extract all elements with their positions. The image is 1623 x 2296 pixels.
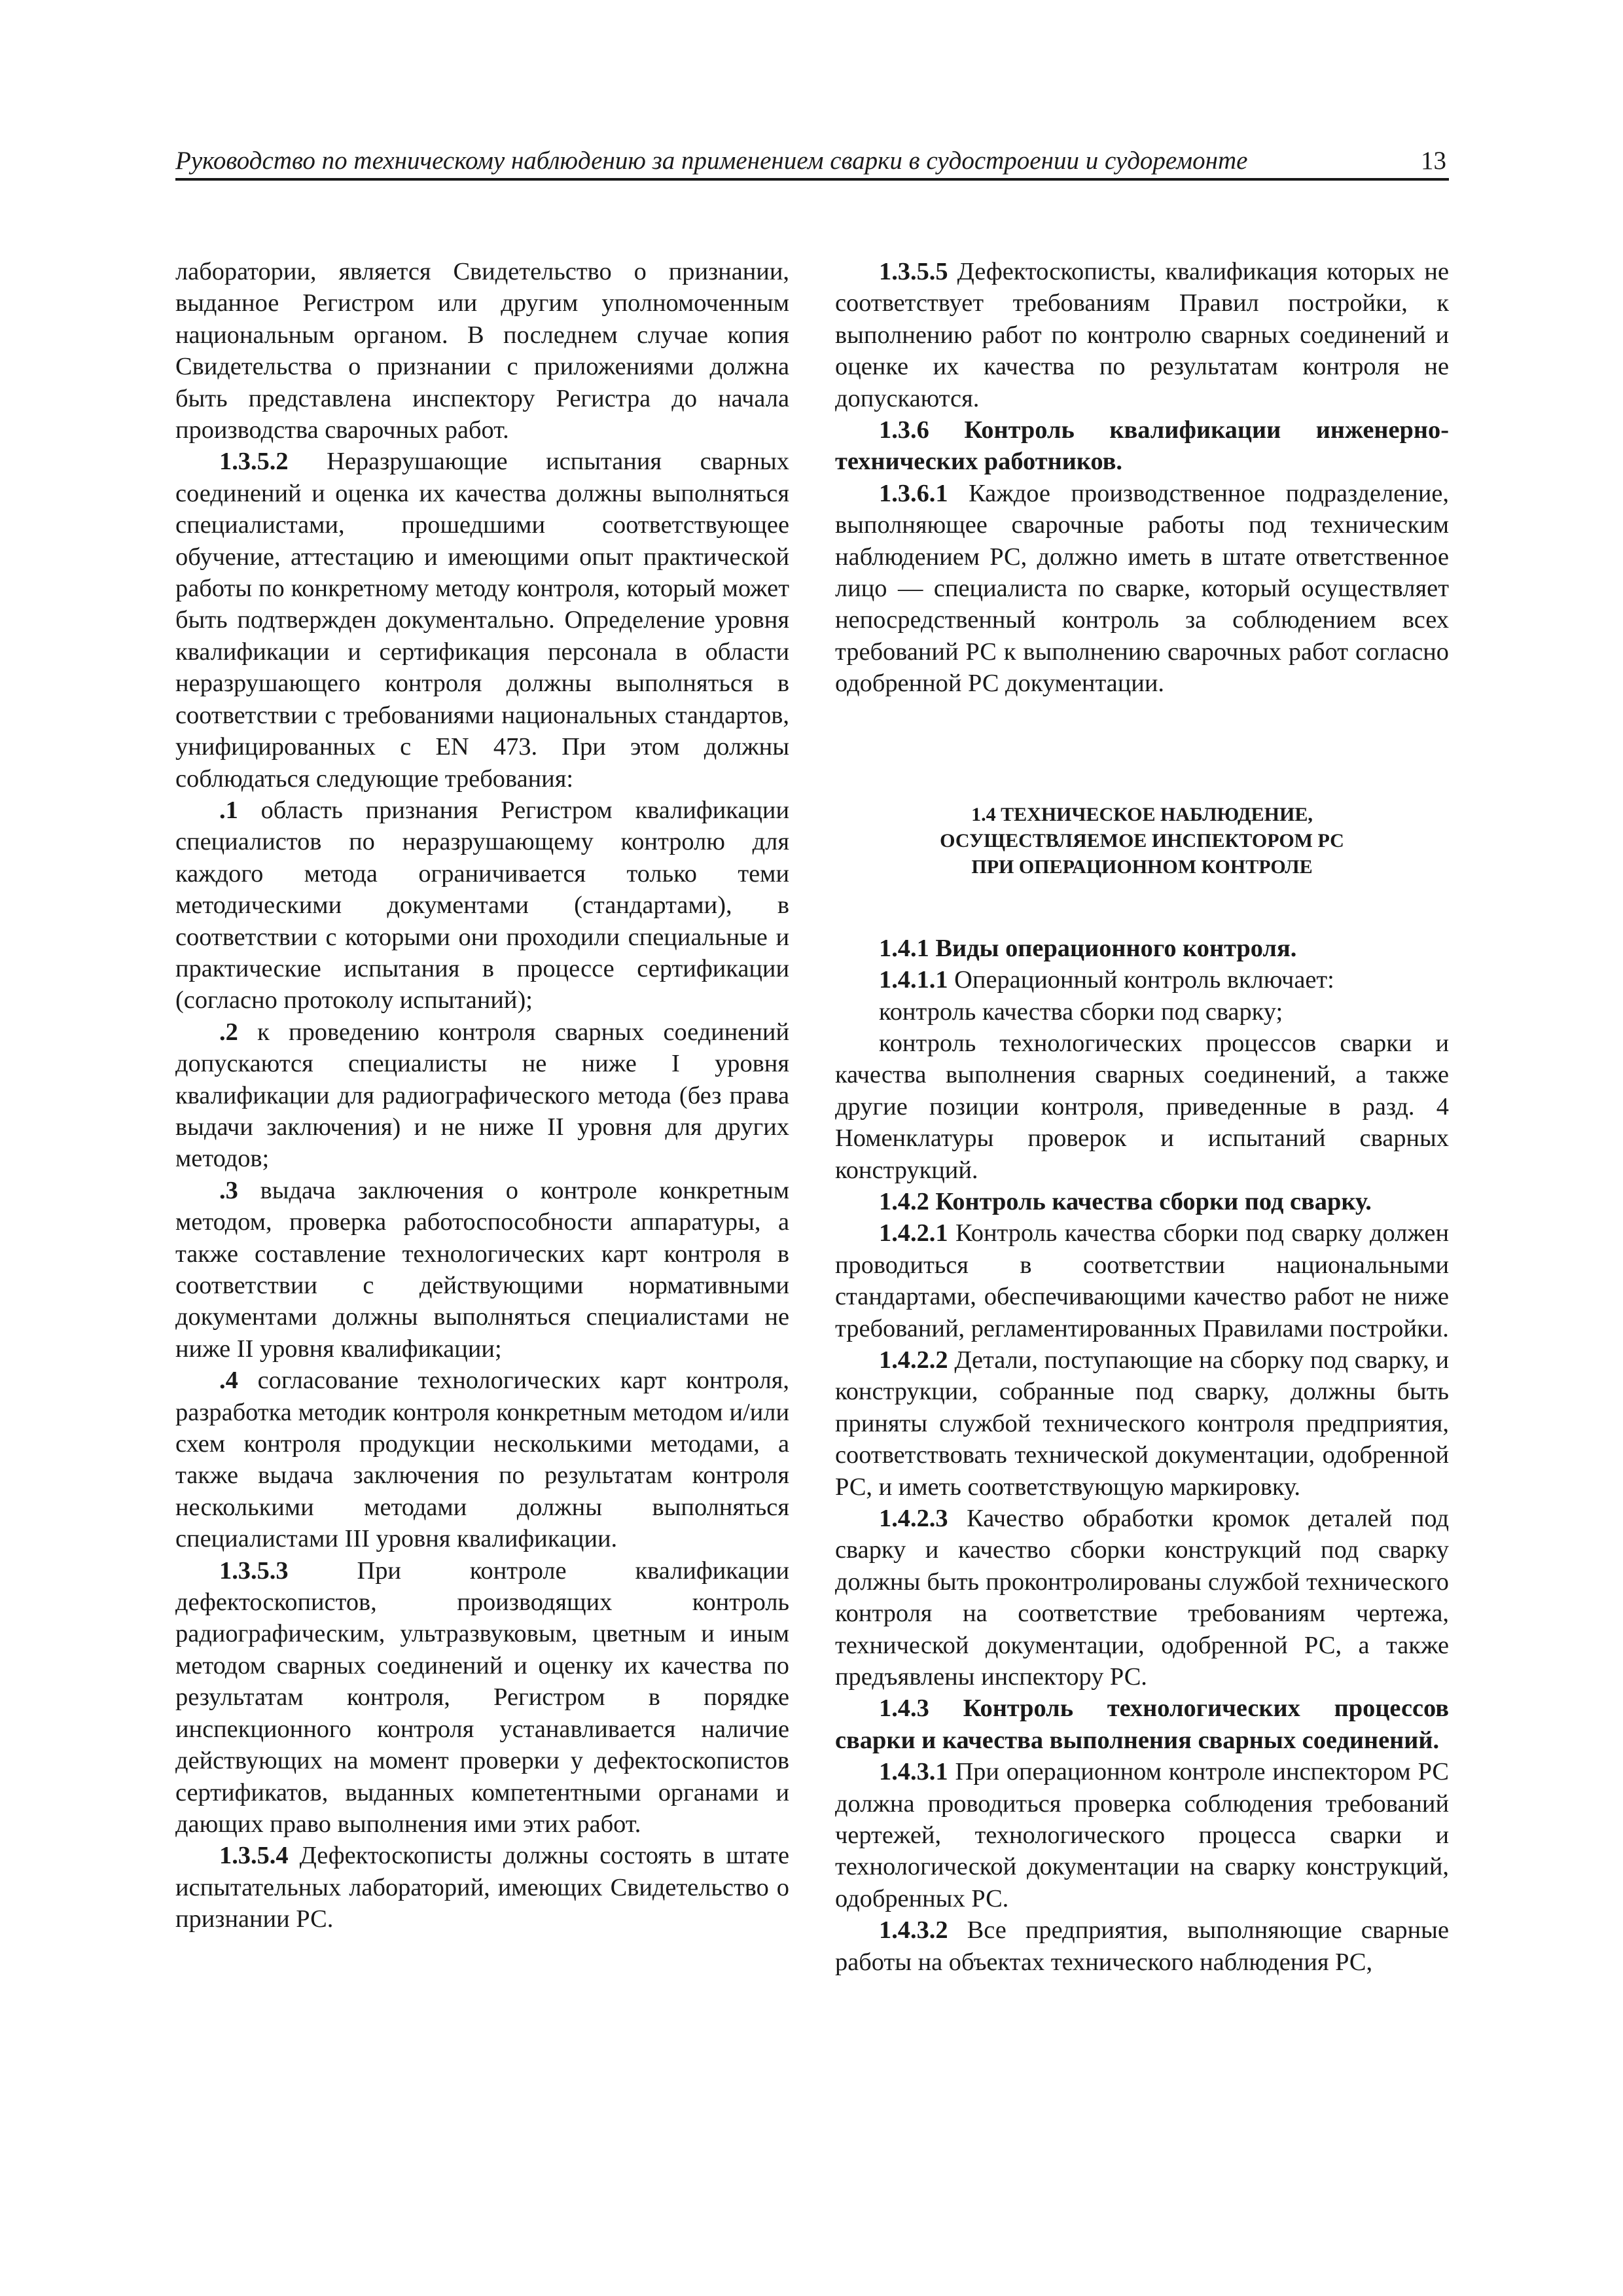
list-line-2: контроль технологических процессов сварки и качества выполнения сварных соединений, а также другие позиции контроля, приведенные в разд. 4 Номенклатуры проверок и испытаний сварных конструкций.: [835, 1029, 1449, 1184]
clause-number: 1.4.1.1: [879, 966, 948, 994]
clause-text: Детали, поступающие на сборку под сварку, и конструкции, собранные под сварку, должны быть приняты службой технического контроля предприятия, соответствовать технической документации, одобренной РС, и иметь соответствующую маркировку.: [835, 1346, 1449, 1501]
clause-text: Контроль качества сборки под сварку должен проводиться в соответствии национальными стандартами, обеспечивающими качество работ не ниже требований, регламентированных Правилами постройки.: [835, 1219, 1449, 1342]
section-heading-line: 1.4 ТЕХНИЧЕСКОЕ НАБЛЮДЕНИЕ,: [971, 803, 1313, 825]
paragraph-1-3-5-2: [175, 446, 789, 794]
subheading-text: 1.3.6 Контроль квалификации инженерно-технических работников.: [835, 416, 1449, 476]
paragraph-1-4-1-1: [835, 964, 1449, 996]
paragraph-1-4-3-2: [835, 1914, 1449, 1978]
section-heading-line: ПРИ ОПЕРАЦИОННОМ КОНТРОЛЕ: [971, 855, 1313, 878]
list-item-number: .4: [219, 1367, 238, 1395]
subheading-text: 1.4.1 Виды операционного контроля.: [879, 934, 1297, 962]
paragraph-1-3-5-5: [835, 256, 1449, 414]
clause-text: При контроле квалификации дефектоскопистов, производящих контроль радиографическим, ультразвуковым, цветным и иным методом сварных соединений и оценку их качества по результатам контроля, Регистром в порядке инспекционного контроля устанавливается наличие действующих на момент проверки у дефектоскопистов сертификатов, выданных компетентными органами и дающих право выполнения ими этих работ.: [175, 1556, 789, 1838]
list-item-number: .3: [219, 1176, 238, 1204]
section-heading-line: ОСУЩЕСТВЛЯЕМОЕ ИНСПЕКТОРОМ РС: [940, 829, 1344, 852]
subheading-text: 1.4.2 Контроль качества сборки под сварку.: [879, 1187, 1372, 1215]
list-item-3: [175, 1175, 789, 1365]
list-item-4: [175, 1365, 789, 1554]
paragraph-continued: лаборатории, является Свидетельство о признании, выданное Регистром или другим уполномоченным национальным органом. В последнем случае копия Свидетельства о признании с приложениями должна быть представлена инспектору Регистра до начала производства сварочных работ.: [175, 258, 789, 444]
subheading-1-3-6: [835, 414, 1449, 478]
subheading-1-4-2: [835, 1186, 1449, 1217]
clause-number: 1.4.3.2: [879, 1916, 948, 1945]
running-header: [175, 143, 1449, 181]
paragraph-1-3-6-1: [835, 478, 1449, 700]
paragraph-1-3-5-4: [175, 1840, 789, 1935]
list-item-text: к проведению контроля сварных соединений допускаются специалисты не ниже I уровня квалификации для радиографического метода (без права выдачи заключения) и не ниже II уровня для других методов;: [175, 1018, 789, 1173]
clause-number: 1.4.2.1: [879, 1219, 948, 1247]
subheading-1-4-3: [835, 1693, 1449, 1756]
clause-text: При операционном контроле инспектором РС должна проводиться проверка соблюдения требований чертежей, технологического процесса сварки и технологической документации на сварку конструкций, одобренных РС.: [835, 1758, 1449, 1912]
list-item-text: область признания Регистром квалификации специалистов по неразрушающему контролю для каждого метода ограничивается только теми методическими документами (стандартами), в соответствии с которыми они проходили специальные и практические испытания в процессе сертификации (согласно протоколу испытаний);: [175, 796, 789, 1014]
clause-text: Все предприятия, выполняющие сварные работы на объектах технического наблюдения РС,: [835, 1916, 1449, 1976]
paragraph-1-4-2-3: [835, 1503, 1449, 1693]
clause-text: Дефектоскописты должны состоять в штате испытательных лабораторий, имеющих Свидетельство о признании РС.: [175, 1842, 789, 1933]
clause-text: Операционный контроль включает:: [948, 966, 1334, 994]
page-number: 13: [1421, 147, 1446, 175]
list-item-text: выдача заключения о контроле конкретным методом, проверка работоспособности аппаратуры, а также составление технологических карт контроля в соответствии с действующими нормативными документами должны выполняться специалистами не ниже II уровня квалификации;: [175, 1176, 789, 1363]
list-line-1: контроль качества сборки под сварку;: [879, 997, 1283, 1026]
subheading-text: 1.4.3 Контроль технологических процессов сварки и качества выполнения сварных соединений.: [835, 1695, 1449, 1754]
clause-number: 1.3.5.2: [219, 448, 289, 476]
list-item-number: .2: [219, 1018, 238, 1046]
clause-text: Дефектоскописты, квалификация которых не соответствует требованиям Правил постройки, к выполнению работ по контролю сварных соединений и оценке их качества по результатам контроля не допускаются.: [835, 258, 1449, 412]
clause-text: Каждое производственное подразделение, выполняющее сварочные работы под техническим наблюдением РС, должно иметь в штате ответственное лицо — специалиста по сварке, который осуществляет непосредственный контроль за соблюдением всех требований РС к выполнению сварочных работ согласно одобренной РС документации.: [835, 479, 1449, 698]
list-item-2: [175, 1016, 789, 1175]
clause-number: 1.3.5.3: [219, 1556, 289, 1585]
running-header-title: Руководство по техническому наблюдению за применением сварки в судостроении и судоремонте: [175, 147, 1248, 175]
paragraph-1-4-2-2: [835, 1344, 1449, 1503]
clause-number: 1.3.5.5: [879, 258, 948, 285]
paragraph-1-4-3-1: [835, 1756, 1449, 1914]
clause-number: 1.3.5.4: [219, 1842, 289, 1870]
clause-number: 1.4.2.3: [879, 1505, 948, 1532]
right-column: [835, 256, 1449, 1978]
list-item-number: .1: [219, 796, 238, 824]
clause-number: 1.3.6.1: [879, 479, 948, 507]
clause-number: 1.4.2.2: [879, 1346, 948, 1374]
list-item-text: согласование технологических карт контроля, разработка методик контроля конкретным методом и/или схем контроля продукции несколькими методами, а также выдача заключения по результатам контроля несколькими методами должны выполняться специалистами III уровня квалификации.: [175, 1367, 789, 1553]
subheading-1-4-1: [835, 933, 1449, 964]
list-item-1: [175, 795, 789, 1016]
paragraph-1-3-5-3: [175, 1555, 789, 1840]
paragraph-1-4-2-1: [835, 1217, 1449, 1344]
clause-text: Неразрушающие испытания сварных соединений и оценка их качества должны выполняться специалистами, прошедшими соответствующее обучение, аттестацию и имеющими опыт практической работы по конкретному методу контроля, который может быть подтвержден документально. Определение уровня квалификации и сертификация персонала в области неразрушающего контроля должны выполняться в соответствии с требованиями национальных стандартов, унифицированных с EN 473. При этом должны соблюдаться следующие требования:: [175, 448, 789, 793]
clause-number: 1.4.3.1: [879, 1758, 948, 1786]
clause-text: Качество обработки кромок деталей под сварку и качество сборки конструкций под сварку должны быть проконтролированы службой технического контроля на соответствие требованиям чертежа, технической документации, одобренной РС, а также предъявлены инспектору РС.: [835, 1505, 1449, 1691]
left-column: [175, 256, 789, 1935]
section-heading-1-4: [835, 802, 1449, 880]
